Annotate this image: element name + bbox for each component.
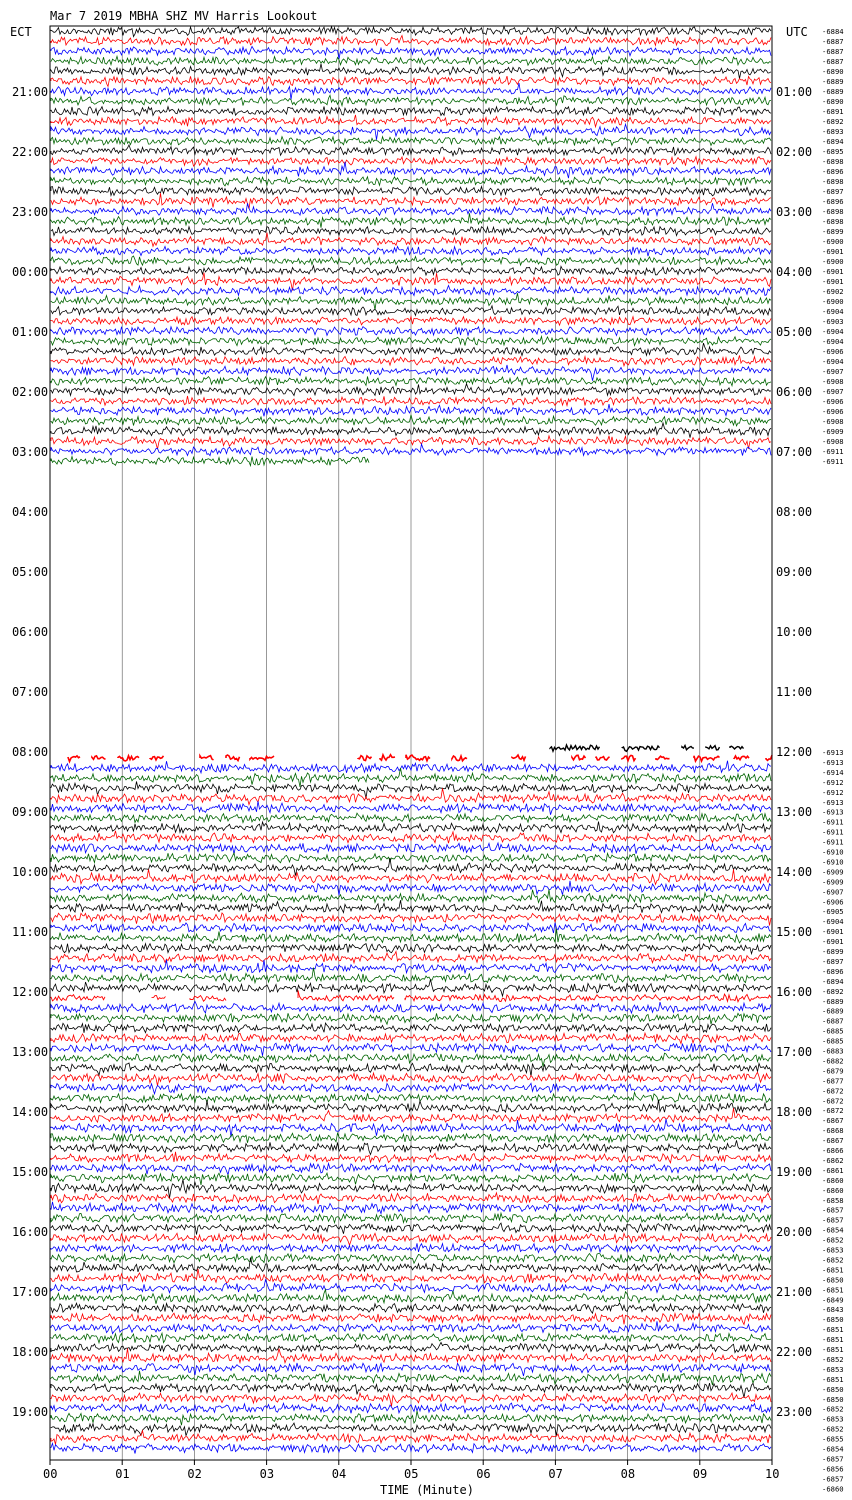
trace-fragment-red-17 bbox=[734, 756, 749, 760]
offset-labels bbox=[822, 27, 844, 1493]
right-hour-label: 09:00 bbox=[776, 565, 813, 579]
offset-label-top: -6901 bbox=[822, 277, 844, 286]
left-hour-label: 15:00 bbox=[12, 1165, 49, 1179]
left-hour-label: 22:00 bbox=[12, 145, 49, 159]
left-hour-label: 21:00 bbox=[12, 85, 49, 99]
offset-label-bottom: -6858 bbox=[822, 1195, 844, 1205]
offset-label-bottom: -6914 bbox=[822, 767, 844, 777]
offset-label-top: -6898 bbox=[822, 217, 844, 226]
left-hour-label: 16:00 bbox=[12, 1225, 49, 1239]
offset-label-bottom: -6850 bbox=[822, 1315, 844, 1325]
x-tick-label: 06 bbox=[476, 1467, 491, 1481]
offset-label-top: -6904 bbox=[822, 337, 844, 346]
trace-fragment-red-11 bbox=[512, 755, 526, 760]
trace-fragment-black-0 bbox=[550, 745, 600, 751]
left-hour-label: 07:00 bbox=[12, 685, 49, 699]
trace-fragment-red-4 bbox=[200, 756, 214, 760]
offset-label-bottom: -6851 bbox=[822, 1325, 844, 1335]
offset-label-bottom: -6852 bbox=[822, 1235, 844, 1245]
offset-label-bottom: -6860 bbox=[822, 1185, 844, 1195]
offset-label-bottom: -6852 bbox=[822, 1404, 844, 1414]
offset-label-bottom: -6851 bbox=[822, 1345, 844, 1354]
offset-label-top: -6887 bbox=[822, 57, 844, 66]
offset-label-bottom: -6853 bbox=[822, 1364, 844, 1374]
right-hour-label: 01:00 bbox=[776, 85, 813, 99]
offset-label-bottom: -6911 bbox=[822, 817, 844, 827]
offset-label-top: -6906 bbox=[822, 407, 844, 416]
offset-label-top: -6900 bbox=[822, 297, 844, 306]
offset-label-top: -6889 bbox=[822, 77, 844, 86]
offset-label-bottom: -6913 bbox=[822, 748, 844, 757]
offset-label-top: -6891 bbox=[822, 107, 844, 116]
trace-bottom-row-23-seg-4 bbox=[405, 994, 771, 1002]
trace-fragment-red-14 bbox=[622, 755, 636, 760]
left-hour-label: 17:00 bbox=[12, 1285, 49, 1299]
left-hour-label: 03:00 bbox=[12, 445, 49, 459]
offset-label-top: -6898 bbox=[822, 157, 844, 166]
offset-label-top: -6904 bbox=[822, 357, 844, 366]
offset-label-top: -6890 bbox=[822, 97, 844, 106]
offset-label-bottom: -6850 bbox=[822, 1275, 844, 1285]
offset-label-bottom: -6854 bbox=[822, 1444, 844, 1454]
offset-label-top: -6907 bbox=[822, 367, 844, 376]
offset-label-bottom: -6857 bbox=[822, 1474, 844, 1484]
offset-label-top: -6904 bbox=[822, 327, 844, 336]
left-hour-label: 19:00 bbox=[12, 1405, 49, 1419]
offset-label-bottom: -6851 bbox=[822, 1265, 844, 1275]
offset-label-bottom: -6901 bbox=[822, 937, 844, 947]
x-tick-label: 05 bbox=[404, 1467, 419, 1481]
offset-label-bottom: -6856 bbox=[822, 1464, 844, 1474]
left-hour-label: 10:00 bbox=[12, 865, 49, 879]
offset-label-bottom: -6883 bbox=[822, 1046, 844, 1056]
offset-label-bottom: -6912 bbox=[822, 787, 844, 797]
x-axis-label: TIME (Minute) bbox=[380, 1483, 474, 1497]
right-hour-label: 18:00 bbox=[776, 1105, 813, 1119]
x-tick-label: 08 bbox=[620, 1467, 636, 1481]
offset-label-bottom: -6909 bbox=[822, 867, 844, 877]
right-hour-labels bbox=[776, 85, 812, 1419]
offset-label-bottom: -6851 bbox=[822, 1374, 844, 1384]
offset-label-bottom: -6892 bbox=[822, 986, 844, 996]
right-hour-label: 06:00 bbox=[776, 385, 813, 399]
right-hour-label: 12:00 bbox=[776, 745, 813, 759]
offset-label-bottom: -6909 bbox=[822, 877, 844, 887]
left-hour-label: 09:00 bbox=[12, 805, 49, 819]
offset-label-bottom: -6855 bbox=[822, 1434, 844, 1444]
offset-label-top: -6898 bbox=[822, 177, 844, 186]
trace-fragment-red-6 bbox=[250, 756, 274, 760]
offset-label-top: -6904 bbox=[822, 307, 844, 316]
offset-label-bottom: -6879 bbox=[822, 1066, 844, 1076]
offset-label-top: -6909 bbox=[822, 427, 844, 436]
offset-label-bottom: -6867 bbox=[822, 1116, 844, 1126]
trace-fragment-red-1 bbox=[92, 756, 106, 759]
left-hour-label: 13:00 bbox=[12, 1045, 49, 1059]
offset-label-top: -6908 bbox=[822, 417, 844, 426]
offset-label-bottom: -6853 bbox=[822, 1414, 844, 1424]
right-hour-label: 03:00 bbox=[776, 205, 813, 219]
offset-label-bottom: -6913 bbox=[822, 807, 844, 817]
offset-label-bottom: -6872 bbox=[822, 1106, 844, 1116]
left-hour-label: 11:00 bbox=[12, 925, 49, 939]
left-hour-label: 12:00 bbox=[12, 985, 49, 999]
right-hour-label: 17:00 bbox=[776, 1045, 813, 1059]
offset-label-bottom: -6887 bbox=[822, 1016, 844, 1026]
right-hour-label: 04:00 bbox=[776, 265, 813, 279]
offset-label-top: -6901 bbox=[822, 267, 844, 276]
offset-label-top: -6907 bbox=[822, 387, 844, 396]
trace-fragment-red-7 bbox=[358, 756, 372, 761]
trace-fragment-red-5 bbox=[226, 755, 240, 761]
offset-label-top: -6902 bbox=[822, 287, 844, 296]
offset-label-bottom: -6872 bbox=[822, 1096, 844, 1106]
offset-label-bottom: -6843 bbox=[822, 1305, 844, 1315]
seismic-traces bbox=[51, 26, 772, 1453]
right-hour-label: 20:00 bbox=[776, 1225, 813, 1239]
trace-row-43 bbox=[51, 457, 369, 466]
left-hour-label: 23:00 bbox=[12, 205, 49, 219]
offset-label-top: -6900 bbox=[822, 237, 844, 246]
x-tick-label: 01 bbox=[115, 1467, 130, 1481]
x-tick-label: 00 bbox=[43, 1467, 58, 1481]
trace-fragment-black-4 bbox=[730, 746, 744, 749]
offset-label-bottom: -6851 bbox=[822, 1335, 844, 1345]
offset-label-bottom: -6862 bbox=[822, 1155, 844, 1165]
right-hour-label: 13:00 bbox=[776, 805, 813, 819]
offset-label-bottom: -6911 bbox=[822, 837, 844, 847]
x-tick-label: 03 bbox=[259, 1467, 275, 1481]
x-tick-label: 10 bbox=[765, 1467, 780, 1481]
right-hour-label: 19:00 bbox=[776, 1165, 813, 1179]
trace-fragment-red-12 bbox=[572, 755, 586, 760]
offset-label-bottom: -6850 bbox=[822, 1394, 844, 1404]
trace-fragment-red-9 bbox=[406, 755, 430, 761]
offset-label-top: -6900 bbox=[822, 257, 844, 266]
offset-label-bottom: -6882 bbox=[822, 1056, 844, 1066]
trace-fragment-black-2 bbox=[682, 746, 694, 750]
offset-label-top: -6884 bbox=[822, 27, 844, 36]
offset-label-bottom: -6885 bbox=[822, 1036, 844, 1046]
right-hour-label: 23:00 bbox=[776, 1405, 813, 1419]
offset-label-top: -6911 bbox=[822, 457, 844, 466]
x-tick-label: 02 bbox=[187, 1467, 202, 1481]
offset-label-bottom: -6868 bbox=[822, 1126, 844, 1136]
left-hour-labels bbox=[12, 85, 48, 1419]
offset-label-bottom: -6866 bbox=[822, 1146, 844, 1155]
chart-title: Mar 7 2019 MBHA SHZ MV Harris Lookout bbox=[50, 9, 318, 23]
trace-fragment-red-13 bbox=[596, 757, 610, 760]
trace-fragment-red-15 bbox=[656, 756, 670, 759]
offset-label-bottom: -6907 bbox=[822, 887, 844, 897]
offset-label-bottom: -6899 bbox=[822, 947, 844, 956]
offset-label-bottom: -6913 bbox=[822, 757, 844, 767]
offset-label-top: -6908 bbox=[822, 377, 844, 386]
trace-fragment-red-3 bbox=[150, 756, 164, 760]
offset-label-bottom: -6906 bbox=[822, 897, 844, 907]
offset-label-top: -6906 bbox=[822, 347, 844, 356]
offset-label-top: -6901 bbox=[822, 247, 844, 256]
right-hour-label: 11:00 bbox=[776, 685, 813, 699]
offset-label-bottom: -6912 bbox=[822, 777, 844, 787]
trace-fragment-red-10 bbox=[452, 756, 467, 761]
offset-label-top: -6898 bbox=[822, 207, 844, 216]
left-hour-label: 04:00 bbox=[12, 505, 49, 519]
offset-label-top: -6903 bbox=[822, 317, 844, 326]
offset-label-bottom: -6854 bbox=[822, 1225, 844, 1235]
offset-label-bottom: -6852 bbox=[822, 1255, 844, 1265]
offset-label-bottom: -6861 bbox=[822, 1165, 844, 1175]
right-hour-label: 10:00 bbox=[776, 625, 813, 639]
offset-label-top: -6892 bbox=[822, 117, 844, 126]
offset-label-bottom: -6860 bbox=[822, 1484, 844, 1494]
offset-label-bottom: -6857 bbox=[822, 1215, 844, 1225]
offset-label-bottom: -6913 bbox=[822, 797, 844, 807]
trace-fragment-black-3 bbox=[706, 746, 720, 750]
offset-label-top: -6895 bbox=[822, 147, 844, 156]
offset-label-bottom: -6867 bbox=[822, 1136, 844, 1146]
offset-label-bottom: -6911 bbox=[822, 827, 844, 837]
offset-label-top: -6908 bbox=[822, 437, 844, 446]
left-hour-label: 00:00 bbox=[12, 265, 49, 279]
offset-label-top: -6894 bbox=[822, 137, 844, 146]
offset-label-top: -6911 bbox=[822, 447, 844, 456]
offset-label-top: -6897 bbox=[822, 187, 844, 196]
offset-label-bottom: -6897 bbox=[822, 956, 844, 966]
right-hour-label: 14:00 bbox=[776, 865, 813, 879]
left-hour-label: 02:00 bbox=[12, 385, 49, 399]
right-hour-label: 07:00 bbox=[776, 445, 813, 459]
offset-label-bottom: -6857 bbox=[822, 1454, 844, 1464]
right-hour-label: 22:00 bbox=[776, 1345, 813, 1359]
offset-label-bottom: -6905 bbox=[822, 907, 844, 917]
left-hour-label: 05:00 bbox=[12, 565, 49, 579]
x-tick-labels bbox=[43, 1460, 779, 1481]
offset-label-top: -6887 bbox=[822, 37, 844, 46]
offset-label-bottom: -6896 bbox=[822, 966, 844, 976]
offset-label-top: -6887 bbox=[822, 47, 844, 56]
offset-label-bottom: -6872 bbox=[822, 1086, 844, 1096]
x-tick-label: 09 bbox=[692, 1467, 708, 1481]
offset-label-bottom: -6850 bbox=[822, 1384, 844, 1394]
trace-bottom-row-23-seg-0 bbox=[51, 995, 105, 1001]
right-hour-label: 05:00 bbox=[776, 325, 813, 339]
offset-label-bottom: -6852 bbox=[822, 1354, 844, 1364]
offset-label-top: -6889 bbox=[822, 87, 844, 96]
offset-label-bottom: -6857 bbox=[822, 1205, 844, 1215]
offset-label-bottom: -6889 bbox=[822, 996, 844, 1006]
left-hour-label: 18:00 bbox=[12, 1345, 49, 1359]
offset-label-top: -6896 bbox=[822, 197, 844, 206]
offset-label-bottom: -6853 bbox=[822, 1245, 844, 1255]
right-axis-label: UTC bbox=[786, 25, 808, 39]
offset-label-bottom: -6849 bbox=[822, 1295, 844, 1305]
x-tick-label: 07 bbox=[548, 1467, 563, 1481]
left-hour-label: 14:00 bbox=[12, 1105, 49, 1119]
offset-label-bottom: -6852 bbox=[822, 1424, 844, 1434]
offset-label-bottom: -6851 bbox=[822, 1285, 844, 1295]
offset-label-bottom: -6910 bbox=[822, 847, 844, 857]
offset-label-top: -6896 bbox=[822, 167, 844, 176]
x-tick-label: 04 bbox=[331, 1467, 347, 1481]
offset-label-bottom: -6904 bbox=[822, 917, 844, 927]
offset-label-top: -6890 bbox=[822, 67, 844, 76]
left-hour-label: 06:00 bbox=[12, 625, 49, 639]
right-hour-label: 21:00 bbox=[776, 1285, 813, 1299]
offset-label-bottom: -6910 bbox=[822, 857, 844, 867]
right-hour-label: 08:00 bbox=[776, 505, 813, 519]
left-axis-label: ECT bbox=[10, 25, 32, 39]
offset-label-bottom: -6901 bbox=[822, 927, 844, 937]
trace-fragment-red-0 bbox=[68, 756, 80, 762]
right-hour-label: 15:00 bbox=[776, 925, 813, 939]
trace-fragment-red-8 bbox=[380, 755, 395, 761]
trace-fragment-red-18 bbox=[766, 755, 772, 760]
trace-bottom-row-23-seg-1 bbox=[152, 996, 166, 1000]
offset-label-top: -6906 bbox=[822, 397, 844, 406]
offset-label-bottom: -6860 bbox=[822, 1175, 844, 1185]
trace-fragment-red-16 bbox=[694, 756, 720, 761]
trace-fragment-red-2 bbox=[118, 756, 139, 761]
left-hour-label: 01:00 bbox=[12, 325, 49, 339]
right-hour-label: 16:00 bbox=[776, 985, 813, 999]
offset-label-bottom: -6885 bbox=[822, 1026, 844, 1036]
offset-label-top: -6893 bbox=[822, 127, 844, 136]
trace-bottom-row-23-seg-2 bbox=[190, 996, 226, 1002]
right-hour-label: 02:00 bbox=[776, 145, 813, 159]
left-hour-label: 08:00 bbox=[12, 745, 49, 759]
offset-label-bottom: -6894 bbox=[822, 976, 844, 986]
offset-label-bottom: -6889 bbox=[822, 1006, 844, 1016]
offset-label-bottom: -6877 bbox=[822, 1076, 844, 1086]
offset-label-top: -6899 bbox=[822, 227, 844, 236]
